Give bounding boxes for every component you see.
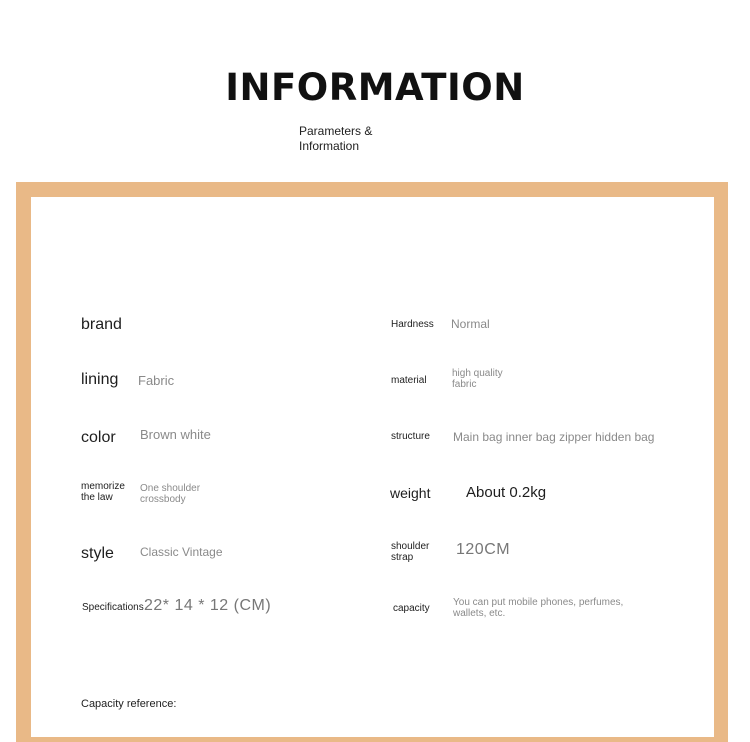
- weight-value: About 0.2kg: [466, 484, 547, 501]
- lining-value: Fabric: [138, 373, 175, 388]
- color-value: Brown white: [140, 427, 211, 442]
- specifications-label: Specifications: [82, 602, 144, 613]
- material-value-line-1: high quality: [452, 368, 503, 379]
- capacity-reference-heading: Capacity reference:: [81, 698, 177, 710]
- memorize-value-line-1: One shoulder: [140, 483, 201, 494]
- page-subtitle: [299, 124, 372, 154]
- color-label: color: [81, 429, 116, 446]
- page-title: INFORMATION: [225, 66, 525, 109]
- capacity-value: [453, 597, 643, 619]
- memorize-label: [81, 481, 125, 503]
- memorize-value: [140, 483, 200, 505]
- style-value: Classic Vintage: [140, 545, 223, 559]
- structure-label: structure: [391, 431, 430, 442]
- subtitle-line-2: Information: [299, 139, 360, 153]
- brand-label: brand: [81, 316, 122, 333]
- shoulder-strap-label-line-2: strap: [391, 552, 414, 563]
- info-panel: [31, 197, 714, 737]
- hardness-value: Normal: [451, 317, 490, 331]
- style-label: style: [81, 545, 114, 562]
- capacity-value-line-2: wallets, etc.: [453, 608, 506, 619]
- shoulder-strap-value: 120CM: [456, 541, 511, 558]
- material-value-line-2: fabric: [452, 379, 477, 390]
- shoulder-strap-label: [391, 541, 429, 563]
- subtitle-line-1: Parameters &: [299, 124, 373, 138]
- specifications-value: 22* 14 * 12 (CM): [144, 597, 272, 614]
- capacity-value-line-1: You can put mobile phones, perfumes,: [453, 597, 624, 608]
- memorize-label-line-1: memorize: [81, 481, 125, 492]
- material-value: [452, 368, 503, 390]
- material-label: material: [391, 375, 427, 386]
- capacity-label: capacity: [393, 603, 430, 614]
- lining-label: lining: [81, 371, 119, 388]
- memorize-label-line-2: the law: [81, 492, 113, 503]
- memorize-value-line-2: crossbody: [140, 494, 186, 505]
- structure-value: Main bag inner bag zipper hidden bag: [453, 430, 655, 444]
- weight-label: weight: [390, 485, 431, 501]
- hardness-label: Hardness: [391, 319, 434, 330]
- shoulder-strap-label-line-1: shoulder: [391, 541, 430, 552]
